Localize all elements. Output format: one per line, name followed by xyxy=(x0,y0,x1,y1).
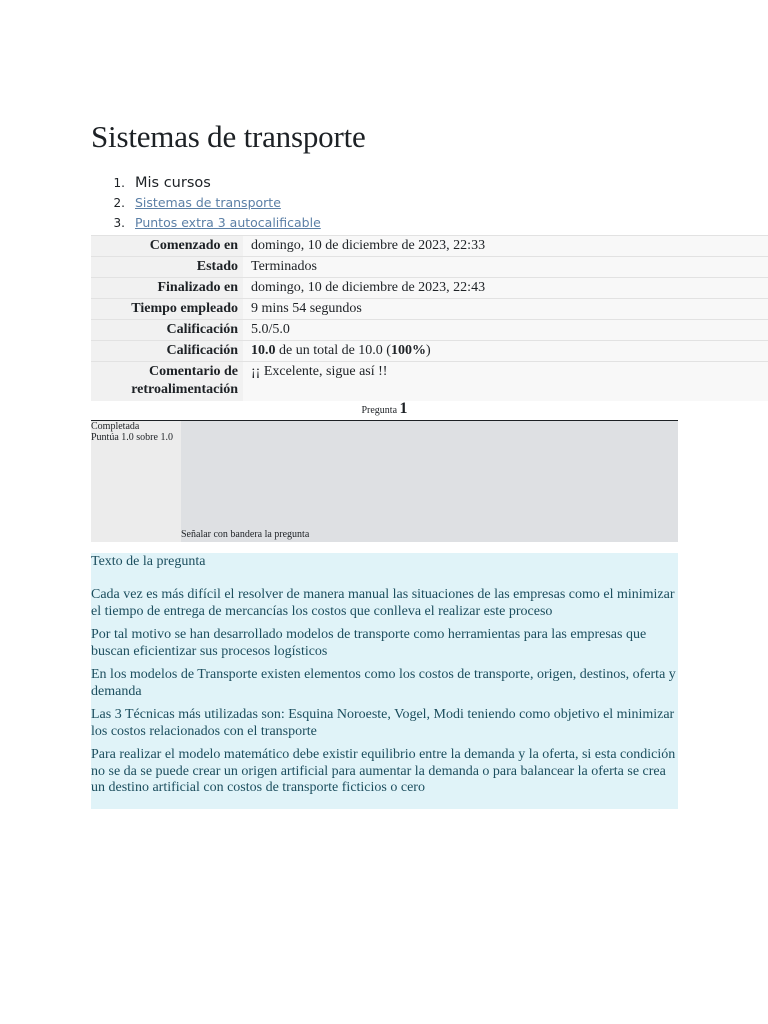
state-label: Estado xyxy=(91,257,243,278)
grade-text-end: ) xyxy=(425,343,431,358)
breadcrumb-link-quiz[interactable]: Puntos extra 3 autocalificable xyxy=(135,215,321,230)
question-number: 1 xyxy=(399,400,408,417)
question-info-panel xyxy=(91,421,181,542)
breadcrumb-link-course[interactable]: Sistemas de transporte xyxy=(135,195,281,210)
question-heading xyxy=(91,400,678,420)
summary-row-feedback xyxy=(91,362,768,402)
feedback-label: Comentario de retroalimentación xyxy=(91,362,243,402)
started-value: domingo, 10 de diciembre de 2023, 22:33 xyxy=(243,236,768,257)
question-paragraph: Por tal motivo se han desarrollado modelos de transporte como herramientas para las empresas que buscan eficientizar sus procesos logísticos xyxy=(91,627,647,659)
breadcrumb-number: 1. xyxy=(113,176,125,190)
state-value: Terminados xyxy=(243,257,768,278)
question-paragraph: Las 3 Técnicas más utilizadas son: Esquina Noroeste, Vogel, Modi teniendo como objetivo el minimizar los costos relacionados con el transporte xyxy=(91,707,675,739)
started-label: Comenzado en xyxy=(91,236,243,257)
flag-question-link[interactable]: Señalar con bandera la pregunta xyxy=(181,529,310,540)
breadcrumb-item-quiz[interactable] xyxy=(91,212,321,232)
question-text-panel xyxy=(91,553,678,809)
summary-row-time xyxy=(91,299,768,320)
breadcrumb-item-my-courses[interactable] xyxy=(91,172,321,192)
question-paragraph: En los modelos de Transporte existen elementos como los costos de transporte, origen, destinos, oferta y demanda xyxy=(91,667,676,699)
breadcrumb-number: 2. xyxy=(113,196,125,210)
breadcrumb xyxy=(91,172,321,232)
grade-label: Calificación xyxy=(91,341,243,362)
question-flag-area xyxy=(181,421,678,542)
summary-row-started xyxy=(91,236,768,257)
feedback-value: ¡¡ Excelente, sigue así !! xyxy=(243,362,768,402)
question-text-label: Texto de la pregunta xyxy=(91,554,206,569)
question-heading-prefix: Pregunta xyxy=(361,405,400,416)
grade-score: 10.0 xyxy=(251,343,276,358)
breadcrumb-label-my-courses[interactable]: Mis cursos xyxy=(135,175,211,191)
question-mark: Puntúa 1.0 sobre 1.0 xyxy=(91,432,173,443)
breadcrumb-number: 3. xyxy=(113,216,125,230)
grade-value xyxy=(243,341,768,362)
question-state: Completada xyxy=(91,421,140,432)
breadcrumb-item-course[interactable] xyxy=(91,192,321,212)
time-taken-value: 9 mins 54 segundos xyxy=(243,299,768,320)
time-taken-label: Tiempo empleado xyxy=(91,299,243,320)
finished-value: domingo, 10 de diciembre de 2023, 22:43 xyxy=(243,278,768,299)
summary-row-marks xyxy=(91,320,768,341)
summary-row-grade xyxy=(91,341,768,362)
marks-label: Calificación xyxy=(91,320,243,341)
summary-row-finished xyxy=(91,278,768,299)
question-paragraph: Para realizar el modelo matemático debe existir equilibrio entre la demanda y la oferta, si esta condición no se da se puede crear un origen artificial para aumentar la demanda o para balancear la oferta se crea un destino artificial con costos de transporte ficticios o cero xyxy=(91,747,676,795)
page-title: Sistemas de transporte xyxy=(91,119,366,154)
grade-text: de un total de 10.0 ( xyxy=(275,343,391,358)
grade-percent: 100% xyxy=(390,343,426,358)
finished-label: Finalizado en xyxy=(91,278,243,299)
question-paragraph: Cada vez es más difícil el resolver de manera manual las situaciones de las empresas como el minimizar el tiempo de entrega de mercancías los costos que conlleva el realizar este proceso xyxy=(91,587,675,619)
marks-value: 5.0/5.0 xyxy=(243,320,768,341)
attempt-summary-table xyxy=(91,235,768,401)
summary-row-state xyxy=(91,257,768,278)
